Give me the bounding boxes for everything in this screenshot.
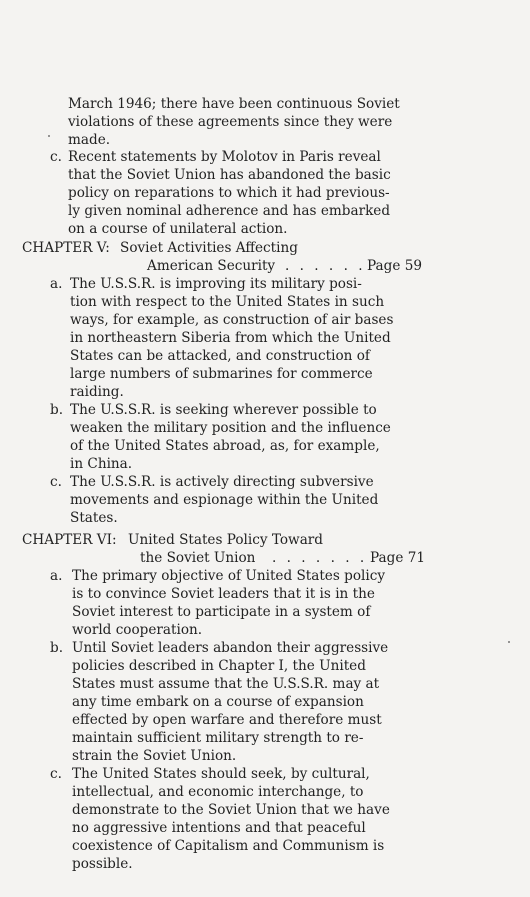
chapter-title: Soviet Activities Affecting [120,240,298,256]
list-marker: a. [50,276,63,292]
scan-speck [508,641,510,643]
list-item-line: States can be attacked, and construction of [70,348,370,364]
chapter-title: American Security [147,258,276,274]
list-item-line: intellectual, and economic interchange, to [72,784,364,800]
chapter-label: CHAPTER VI: [22,532,117,548]
list-marker: a. [50,568,63,584]
leader-dots: . . . . . . . [272,550,368,566]
list-item-line: movements and espionage within the United [70,492,379,508]
list-item-line: demonstrate to the Soviet Union that we have [72,802,390,818]
list-marker: b. [50,640,64,656]
page-reference: Page 59 [367,258,423,274]
list-item-line: effected by open warfare and therefore must [72,712,382,728]
list-item-line: possible. [72,856,133,872]
list-item-line: that the Soviet Union has abandoned the basic [68,167,391,183]
list-item-line: no aggressive intentions and that peaceful [72,820,366,836]
list-item-line: Soviet interest to participate in a system of [72,604,371,620]
list-item-line: weaken the military position and the influence [70,420,391,436]
list-item-line: on a course of unilateral action. [68,221,288,237]
list-item-line: The United States should seek, by cultural, [72,766,370,782]
list-marker: c. [50,474,62,490]
list-item-line: States must assume that the U.S.S.R. may at [72,676,380,692]
list-item-line: maintain sufficient military strength to re- [72,730,364,746]
list-item-line: coexistence of Capitalism and Communism is [72,838,385,854]
list-marker: c. [50,766,62,782]
chapter-label: CHAPTER V: [22,240,110,256]
list-item-line: tion with respect to the United States in such [70,294,385,310]
page-reference: Page 71 [370,550,426,566]
list-item-line: raiding. [70,384,124,400]
list-marker: c. [50,149,62,165]
leader-dots: . . . . . . [285,258,366,274]
list-item-line: States. [70,510,118,526]
chapter-title: the Soviet Union [140,550,256,566]
intro-line: March 1946; there have been continuous Soviet [68,96,400,112]
list-item-line: in northeastern Siberia from which the United [70,330,391,346]
list-item-line: The U.S.S.R. is improving its military posi- [70,276,362,292]
list-item-line: is to convince Soviet leaders that it is in the [72,586,375,602]
intro-line: violations of these agreements since they were [68,114,393,130]
list-item-line: policy on reparations to which it had previous- [68,185,390,201]
list-item-line: of the United States abroad, as, for example, [70,438,380,454]
list-item-line: The U.S.S.R. is seeking wherever possible to [70,402,377,418]
list-item-line: The primary objective of United States policy [72,568,386,584]
list-item-line: policies described in Chapter I, the United [72,658,366,674]
list-item-line: ways, for example, as construction of air bases [70,312,394,328]
list-item-line: The U.S.S.R. is actively directing subversive [70,474,374,490]
chapter-title: United States Policy Toward [128,532,323,548]
list-marker: b. [50,402,64,418]
list-item-line: world cooperation. [72,622,203,638]
intro-line: made. [68,132,111,148]
list-item-line: large numbers of submarines for commerce [70,366,373,382]
list-item-line: ly given nominal adherence and has embarked [68,203,391,219]
list-item-line: Recent statements by Molotov in Paris reveal [68,149,381,165]
list-item-line: in China. [70,456,133,472]
list-item-line: any time embark on a course of expansion [72,694,364,710]
scan-speck [48,135,50,137]
list-item-line: strain the Soviet Union. [72,748,237,764]
list-item-line: Until Soviet leaders abandon their aggressive [72,640,389,656]
